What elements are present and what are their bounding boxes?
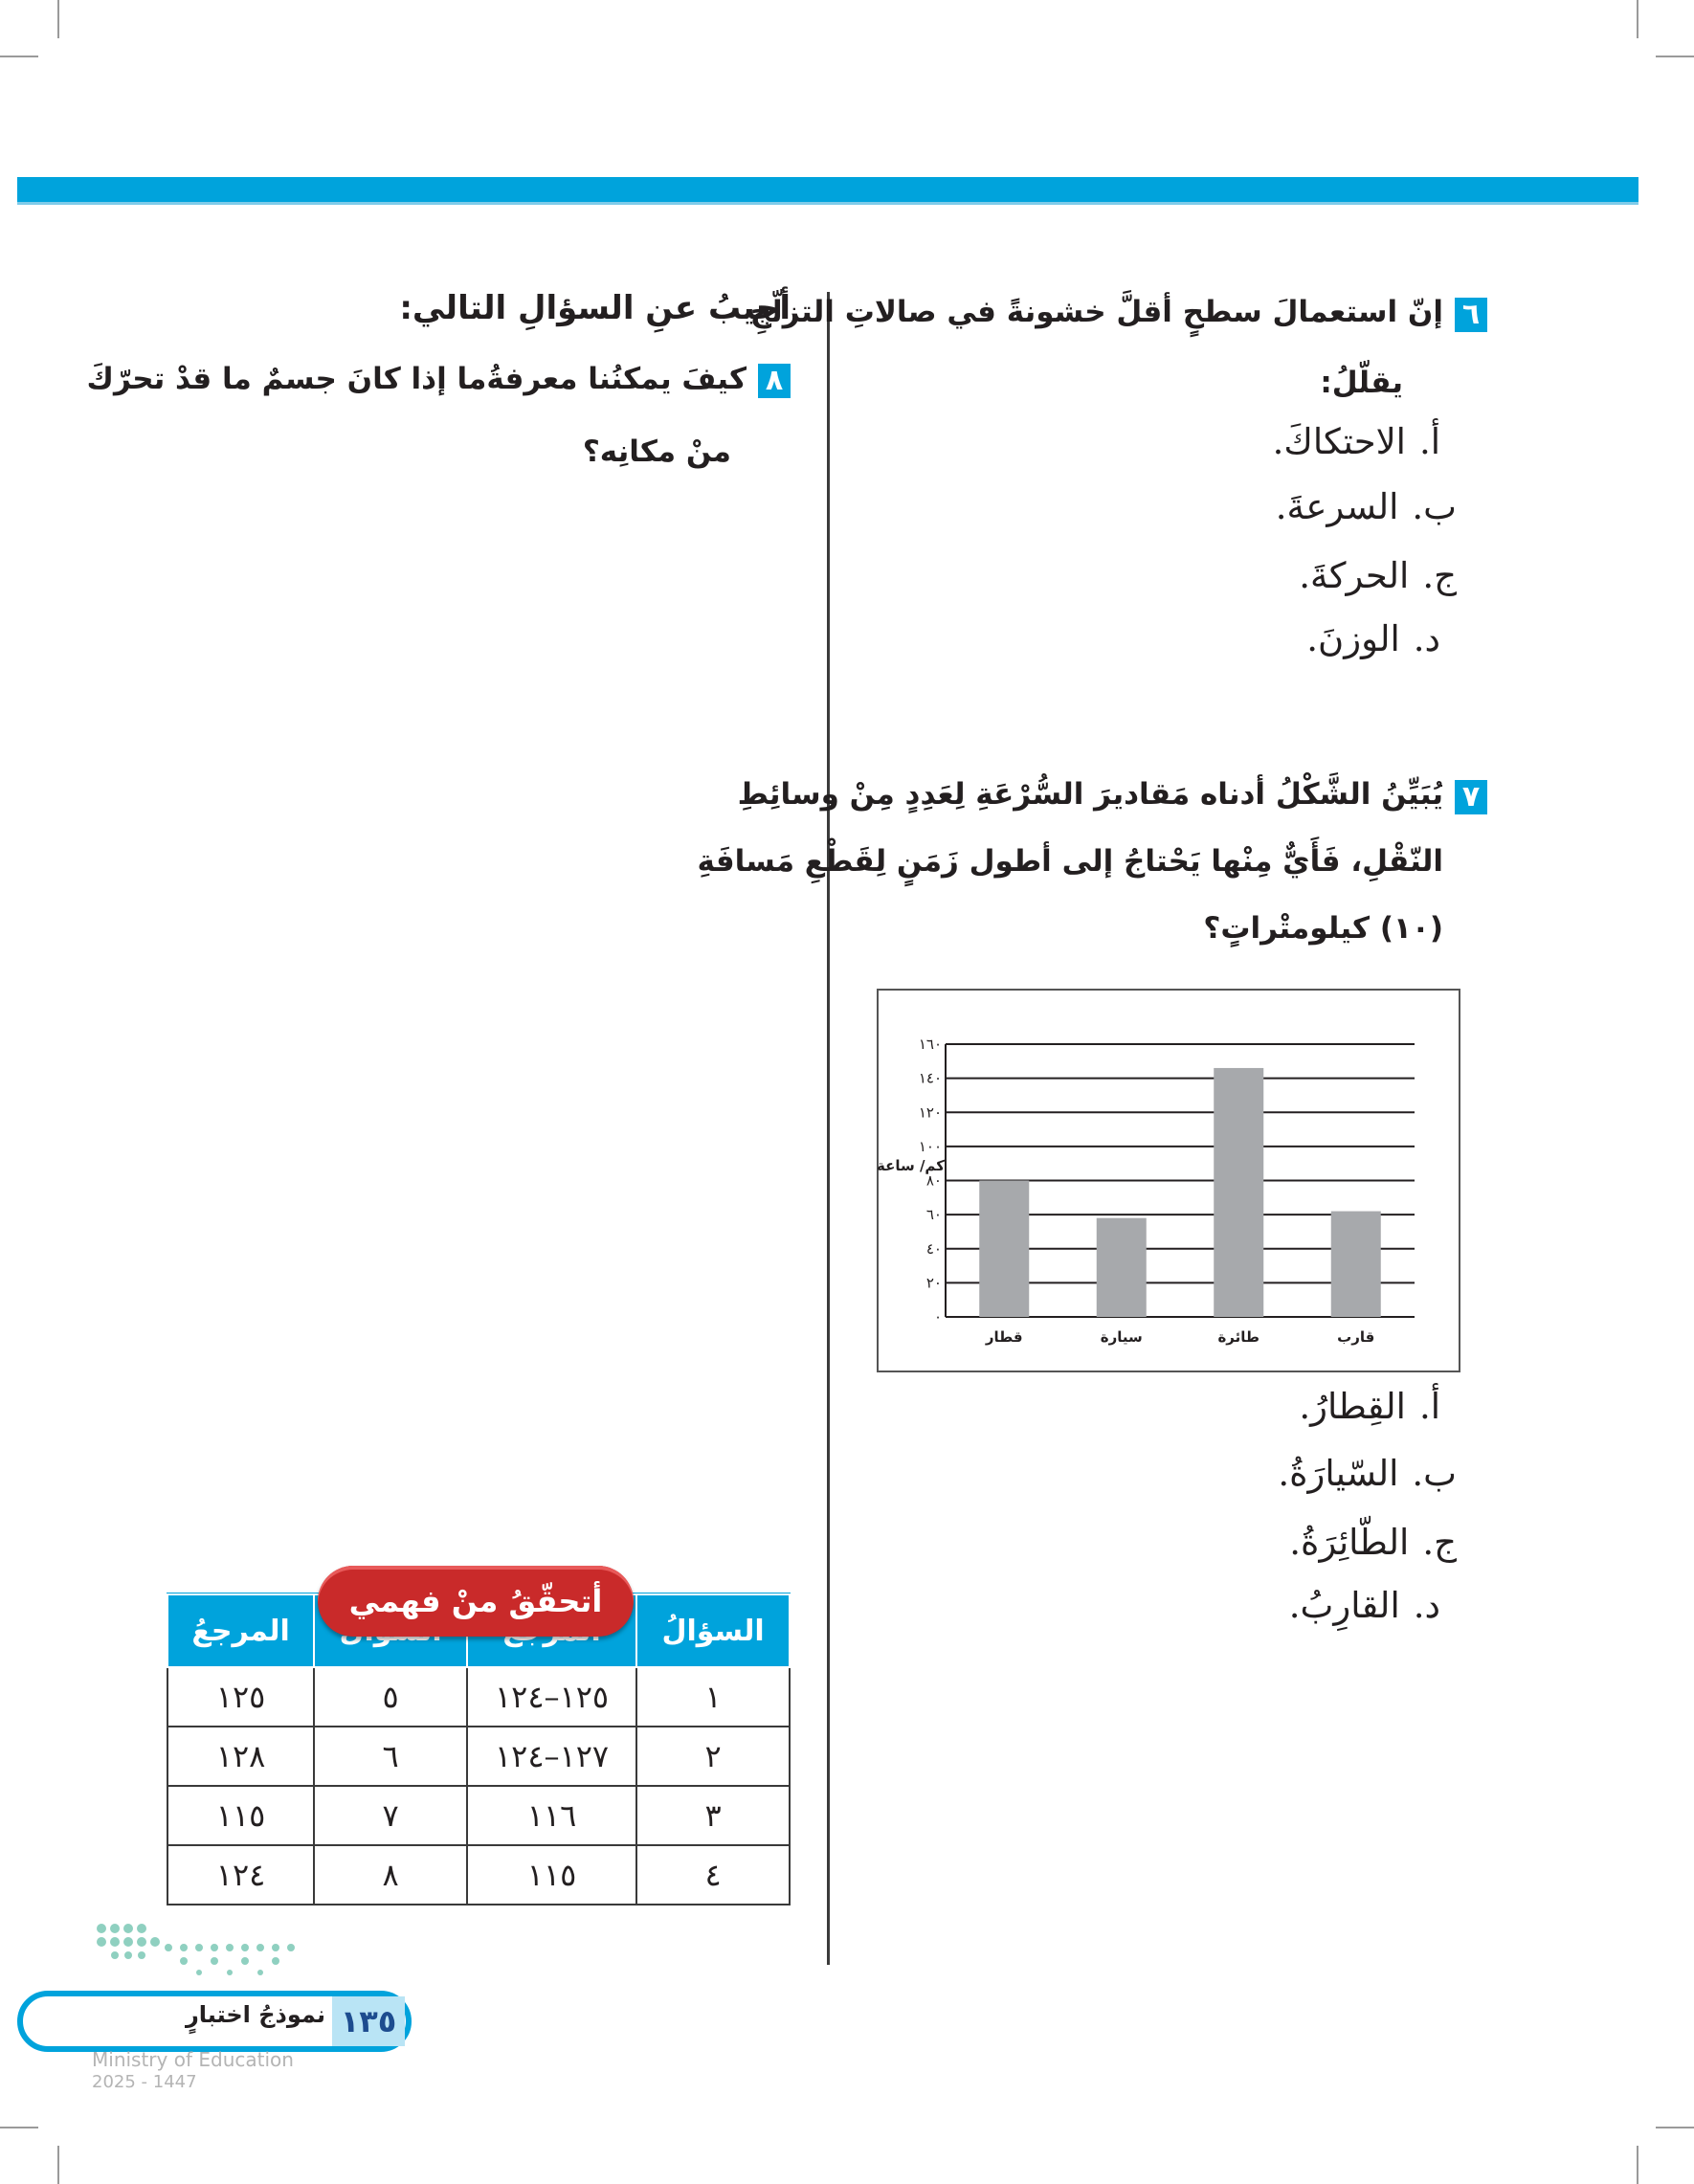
y-tick-label: ٠ [933,1308,942,1326]
bar-2 [1097,1218,1147,1317]
bar-3 [1214,1068,1263,1317]
y-axis-label: كم/ ساعة [877,1157,945,1174]
option-letter: ب. [1412,1453,1457,1494]
bar-4 [1331,1212,1381,1317]
header-reference: المرجعُ [167,1594,314,1667]
column-divider [827,292,830,1965]
option-text: الحركةَ. [1299,555,1410,596]
page-number: ١٣٥ [332,1996,405,2046]
table-cell: ١٢٤ [167,1845,314,1905]
question-6-line2: يقلّلُ: [1320,366,1403,400]
y-tick-label: ٤٠ [925,1239,942,1258]
crop-mark [1637,2146,1638,2184]
question-7-line1: يُبَيِّنُ الشَّكْلُ أدناه مَقاديرَ السُّرْعَةِ لِعَدِدٍ مِنْ وسائِطِ [737,777,1443,812]
category-label: قارب [1337,1328,1375,1346]
option-text: القارِبُ. [1288,1585,1400,1626]
speed-chart [877,989,1460,1372]
y-tick-label: ١٤٠ [918,1069,942,1087]
option-letter: د. [1413,1585,1440,1626]
crop-mark [57,0,59,38]
crop-mark [0,56,38,57]
table-cell: ١١٥ [467,1845,636,1905]
question-7-option-d[interactable] [1289,1585,1440,1626]
ministry-name: Ministry of Education [92,2048,294,2071]
question-7-option-a[interactable] [1299,1386,1440,1427]
table-cell: ٢ [636,1727,790,1786]
question-6-line1: إنّ استعمالَ سطحٍ أقلَّ خشونةً في صالاتِ التزلّجِ [749,295,1443,329]
question-8-line2: منْ مكانِه؟ [582,435,731,469]
check-understanding-table [167,1593,791,1905]
crop-mark [1656,2127,1694,2128]
section-heading: أجيبُ عنِ السؤالِ التالي: [399,289,791,327]
y-tick-label: ٨٠ [925,1171,942,1190]
question-6-number: ٦ [1455,298,1487,332]
question-7-line2: النّقْلِ، فَأَيٌّ مِنْها يَحْتاجُ إلى أطول زَمَنٍ لِقَطْعِ مَسافَةِ [697,844,1443,879]
crop-mark [57,2146,59,2184]
question-6-option-c[interactable] [1299,555,1457,596]
y-tick-label: ١٠٠ [918,1137,942,1155]
category-label: قطار [985,1328,1023,1346]
question-6-option-d[interactable] [1306,618,1440,659]
table-cell: ٥ [314,1667,467,1727]
table-cell: ١ [636,1667,790,1727]
table-cell: ١٢٥ [167,1667,314,1727]
header-question: السؤالُ [636,1594,790,1667]
option-text: الطّائِرَةُ. [1289,1522,1410,1563]
option-text: القِطارُ. [1299,1386,1406,1427]
table-row [167,1786,790,1845]
y-tick-label: ١٦٠ [918,1036,942,1053]
table-row [167,1667,790,1727]
table-cell: ١١٦ [467,1786,636,1845]
ministry-year: 2025 - 1447 [92,2072,197,2092]
option-letter: أ. [1418,421,1440,462]
option-text: السّيارَةُ. [1278,1453,1399,1494]
question-8-number: ٨ [758,364,791,398]
crop-mark [1637,0,1638,38]
question-6-option-b[interactable] [1276,486,1457,527]
table-cell: ١٢٧–١٢٤ [467,1727,636,1786]
option-letter: ج. [1422,1522,1457,1563]
header-bar [17,177,1638,202]
option-letter: أ. [1418,1386,1440,1427]
option-letter: ج. [1422,555,1457,596]
crop-mark [1656,56,1694,57]
table-cell: ٧ [314,1786,467,1845]
bar-1 [979,1181,1029,1318]
question-7-option-b[interactable] [1278,1453,1457,1494]
option-text: الوزنَ. [1306,618,1400,659]
table-cell: ١٢٨ [167,1727,314,1786]
category-label: سيارة [1100,1328,1143,1346]
table-cell: ٨ [314,1845,467,1905]
option-letter: د. [1413,618,1440,659]
check-understanding-title: أتحقّقُ منْ فهمي [318,1566,634,1637]
table-cell: ٦ [314,1727,467,1786]
question-7-option-c[interactable] [1289,1522,1457,1563]
table-cell: ٤ [636,1845,790,1905]
crop-mark [0,2127,38,2128]
table-cell: ٣ [636,1786,790,1845]
y-tick-label: ٦٠ [925,1206,942,1224]
question-8-line1: كيفَ يمكنُنا معرفةُما إذا كانَ جسمٌ ما قدْ تحرّكَ [86,362,747,396]
table-cell: ١٢٥–١٢٤ [467,1667,636,1727]
option-text: السرعةَ. [1275,486,1399,527]
y-tick-label: ١٢٠ [918,1103,942,1122]
ministry-logo-icon [92,1919,302,1986]
category-label: طائرة [1217,1328,1260,1346]
option-text: الاحتكاكَ. [1272,421,1406,462]
header-bar-line [17,202,1638,205]
option-letter: ب. [1412,486,1457,527]
speed-chart-svg [879,991,1459,1371]
table-cell: ١١٥ [167,1786,314,1845]
question-7-line3: (١٠) كيلومتْراتٍ؟ [1203,911,1443,946]
y-tick-label: ٢٠ [925,1274,942,1292]
table-row [167,1727,790,1786]
question-7-number: ٧ [1455,780,1487,814]
table-row [167,1845,790,1905]
question-6-option-a[interactable] [1273,421,1440,462]
footer-label: نموذجُ اختبارٍ [185,2001,325,2028]
